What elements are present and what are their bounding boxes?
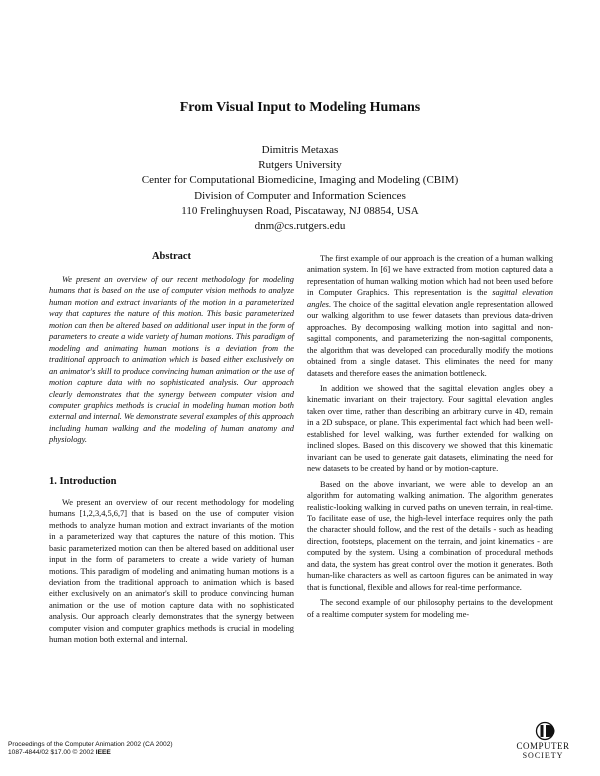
footer-copyright bbox=[8, 749, 173, 757]
author-university: Rutgers University bbox=[258, 159, 342, 172]
left-column bbox=[49, 250, 294, 650]
author-name: Dimitris Metaxas bbox=[261, 144, 339, 156]
author-center: Center for Computational Biomedicine, Imaging and Modeling (CBIM) bbox=[141, 174, 459, 187]
introduction-heading: 1. Introduction bbox=[49, 475, 117, 487]
author-division: Division of Computer and Information Sciences bbox=[194, 189, 406, 202]
paragraph-1-text-b: . The choice of the sagittal elevation angle representation allowed our walking algorithm to use fewer datasets than previous data-driven approaches. By decomposing walking motion into sagittal and non-sagittal components, and parameterizing the non-sagittal components, the algorithm that was developed can procedurally modify the motions obtained from a single dataset. This eliminates the need for many datasets and therefore eases the animation bottleneck. bbox=[307, 299, 553, 378]
body-paragraph-4: The second example of our philosophy pertains to the development of a realtime computer system for modeling me- bbox=[307, 598, 553, 619]
computer-society-emblem-icon bbox=[534, 721, 556, 741]
footer-ieee: IEEE bbox=[95, 749, 111, 757]
right-column bbox=[307, 253, 553, 624]
sagittal-elevation-term: sagittal elevation angles bbox=[307, 288, 553, 309]
computer-society-logo bbox=[508, 721, 578, 767]
abstract-text: We present an overview of our recent methodology for modeling humans that is based on the use of computer vision methods to analyze human motion and extract invariants of the motion in a parameterized way that captures the nature of this motion. This basic parameterized motion can then be altered based on additional user input in the form of parameters to create a wide variety of human motions. This paradigm of modeling and animating human motions is a deviation from the traditional approach to animation which is based either exclusively on an animator's skill to produce convincing human animation or the use of motion capture data with no sophisticated analysis. Our approach clearly demonstrates that the synergy between computer vision and computer graphics methods is crucial in modeling human motion both external and internal. We demonstrate several examples of this approach including human walking and the modeling of human anatomy and physiology. bbox=[49, 275, 294, 445]
abstract-heading: Abstract bbox=[151, 251, 192, 262]
author-email: dnm@cs.rutgers.edu bbox=[254, 220, 346, 233]
author-block bbox=[0, 143, 600, 234]
body-paragraph-3: Based on the above invariant, we were able to develop an an algorithm for automating walking animation. The algorithm generates realistic-looking walking in curved paths on uneven terrain, in real-time. To facilitate ease of use, the high-level interface requires only the path the character should follow, and the rest of the details - such as heading direction, footsteps, placement on the terrain, and joint kinematics - are computed by the system. Using a combination of procedural methods and data, the system has great control over the motion it generates. Both human-like characters as well as cartoon figures can be animated in way that is functional, flexible and allows for real-time performance. bbox=[307, 479, 553, 592]
logo-computer-text: COMPUTER bbox=[516, 741, 570, 751]
paper-title: From Visual Input to Modeling Humans bbox=[179, 100, 421, 115]
author-address: 110 Frelinghuysen Road, Piscataway, NJ 08854, USA bbox=[181, 204, 419, 217]
logo-society-text: SOCIETY bbox=[522, 751, 564, 760]
body-paragraph-2: In addition we showed that the sagittal elevation angles obey a kinematic invariant on their trajectory. Four sagittal elevation angles taken over time, rather than describing an arbitrary curve in 4D, remain in a 2D subspace, or plane. This experimental fact which had been well-established for level walking, was further extended for walking on inclined slopes. Based on this discovery we showed that this kinematic invariant can be used to generate gait datasets, eliminating the need for new datasets to be created by hand or by motion-capture. bbox=[307, 383, 553, 474]
body-paragraph-1 bbox=[307, 253, 553, 379]
introduction-paragraph: We present an overview of our recent methodology for modeling humans [1,2,3,4,5,6,7] that is based on the use of computer vision methods to analyze human motion and extract invariants of the motion in a parameterized way that captures the nature of this motion. This basic parameterized motion can then be altered based on additional user input in the form of parameters to create a wide variety of human motions. This paradigm of modeling and animating human motions is a deviation from the traditional approach to animation which is based either exclusively on an animator's skill to produce convincing human animation or the use of motion capture data with no sophisticated analysis. Our approach clearly demonstrates that the synergy between computer vision and computer graphics methods is crucial in modeling human motion both external and internal. bbox=[49, 497, 294, 645]
paragraph-1-text-a: The first example of our approach is the creation of a human walking animation system. In [6] we have extracted from motion captured data a representation of human walking motion which had not been used before in Computer Graphics. This representation is the bbox=[307, 254, 553, 298]
footer-copyright-text: 1087-4844/02 $17.00 © 2002 bbox=[8, 749, 96, 757]
page-footer bbox=[8, 741, 173, 758]
footer-proceedings: Proceedings of the Computer Animation 2002 (CA 2002) bbox=[8, 741, 173, 748]
